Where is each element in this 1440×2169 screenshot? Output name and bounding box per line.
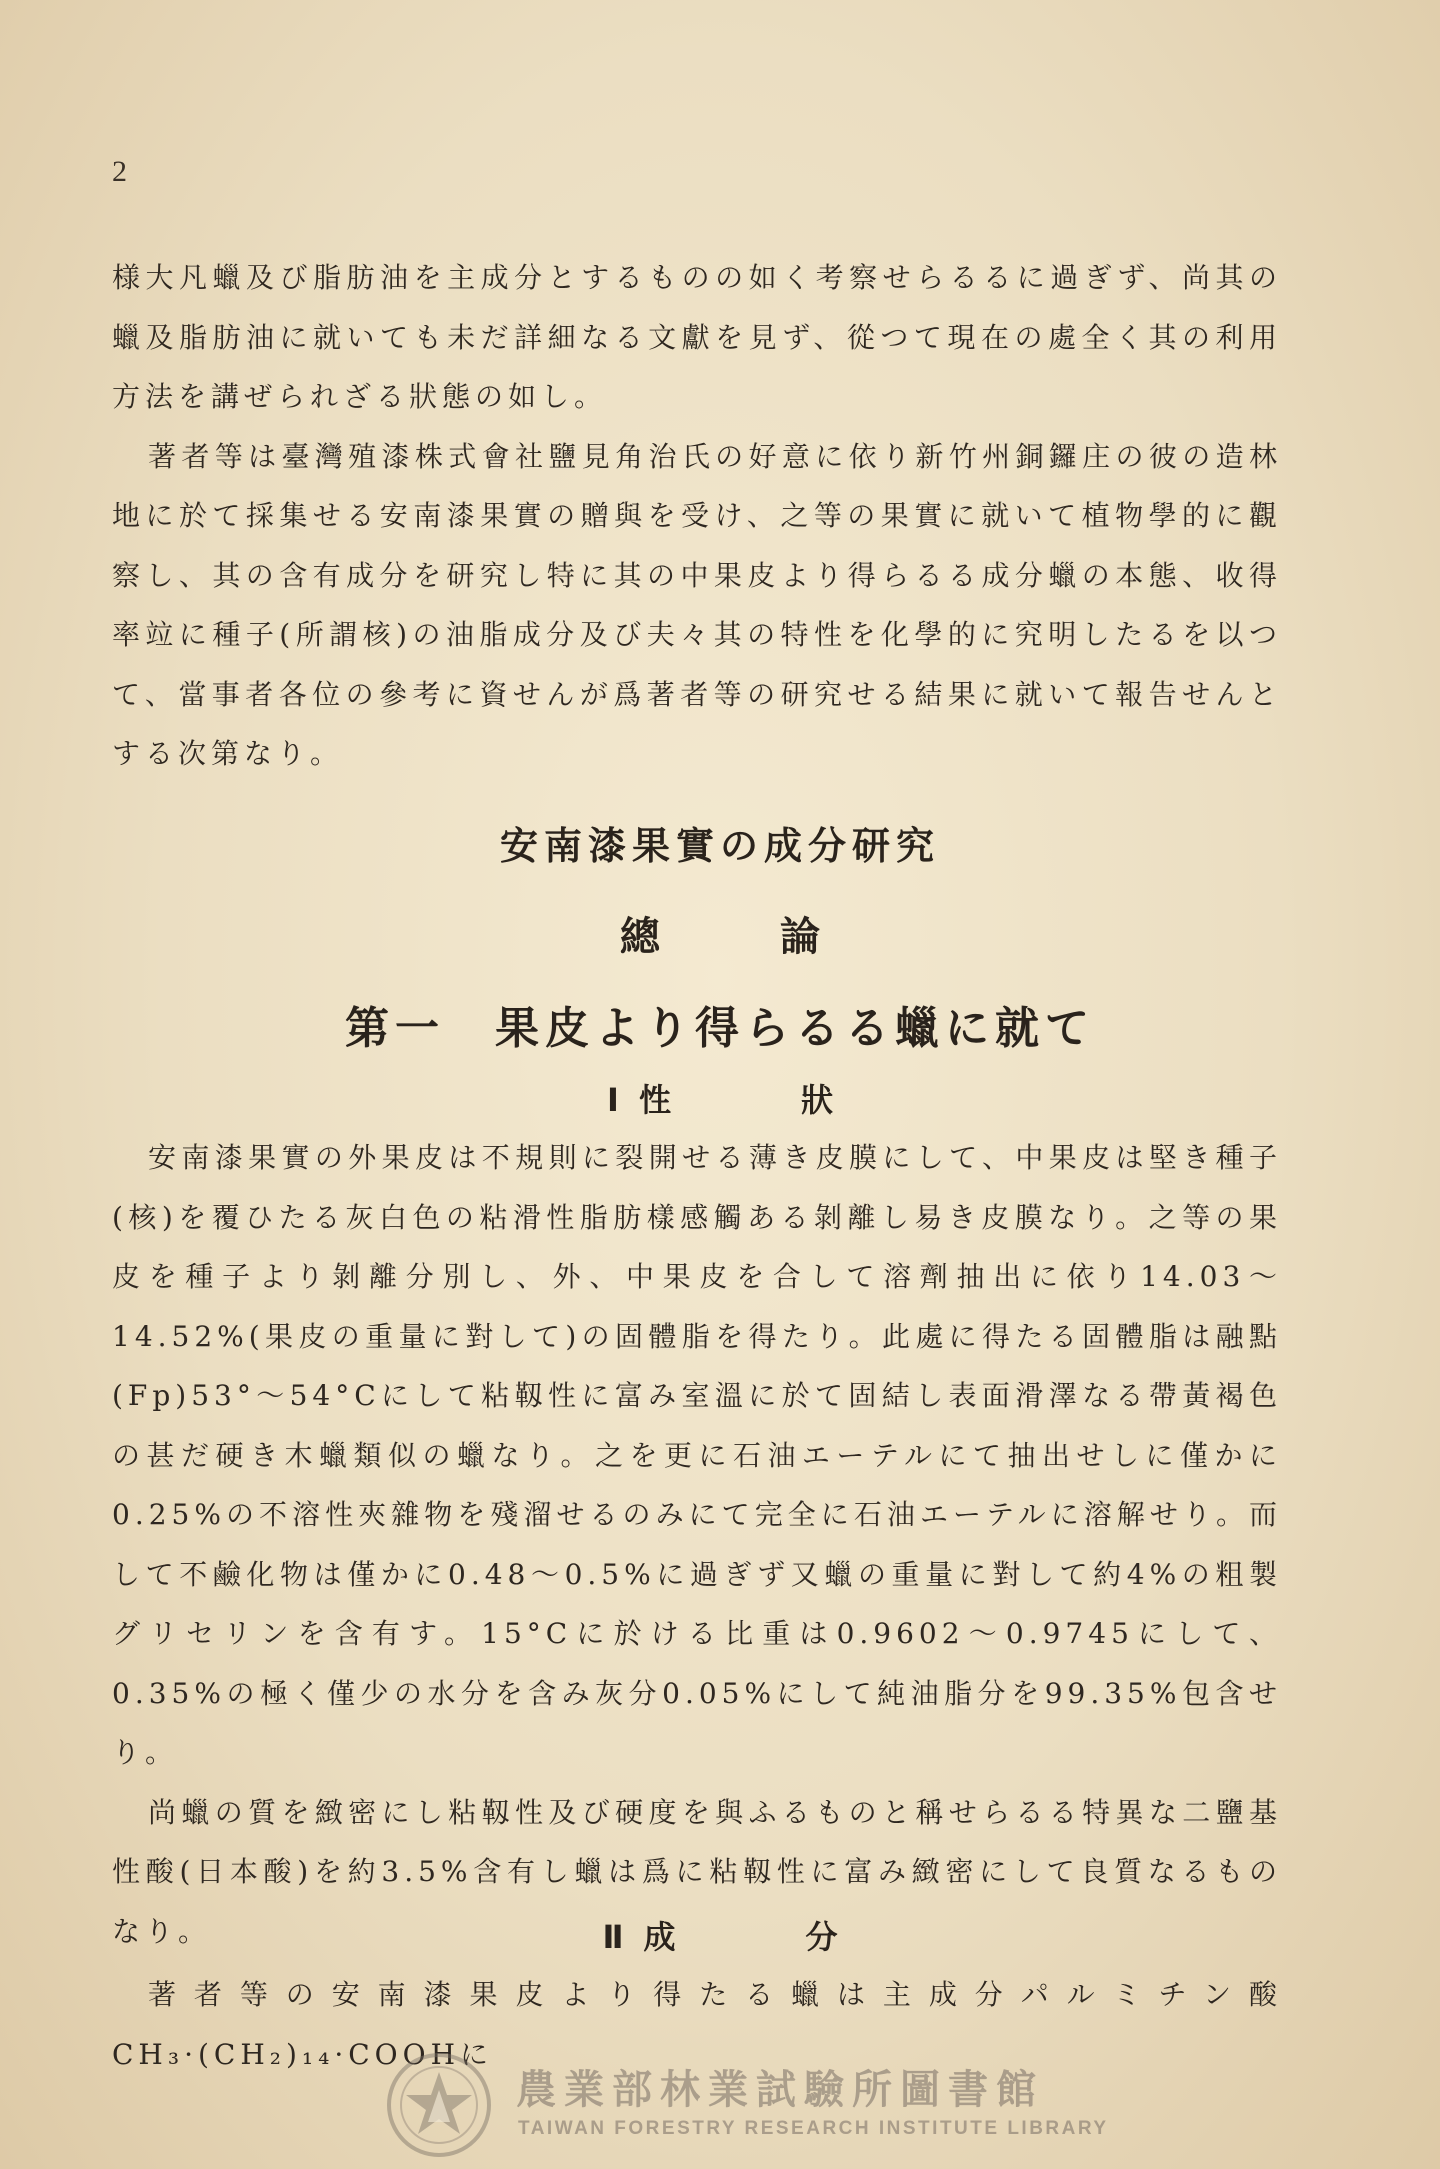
library-name-english: TAIWAN FORESTRY RESEARCH INSTITUTE LIBRARY: [518, 2118, 1109, 2139]
subsection-label: 性: [638, 1081, 671, 1119]
subsection-label: 分: [805, 1918, 838, 1956]
section1-text-block: [112, 1128, 1282, 1961]
paragraph: 安南漆果實の外果皮は不規則に裂開せる薄き皮膜にして、中果皮は堅き種子(核)を覆ひたる灰白色の粘滑性脂肪樣感觸ある剝離し易き皮膜なり。之等の果皮を種子より剝離分別し、外、中果皮を合して溶劑抽出に依り14.03～14.52%(果皮の重量に對して)の固體脂を得たり。此處に得たる固體脂は融點(Fp)53°～54°Cにして粘靱性に富み室溫に於て固結し表面滑澤なる帶黃褐色の甚だ硬き木蠟類似の蠟なり。之を更に石油エーテルにて抽出せしに僅かに0.25%の不溶性夾雜物を殘溜せるのみにて完全に石油エーテルに溶解せり。而して不鹼化物は僅かに0.48～0.5%に過ぎず又蠟の重量に對して約4%の粗製グリセリンを含有す。15°Cに於ける比重は0.9602～0.9745にして、0.35%の極く僅少の水分を含み灰分0.05%にして純油脂分を99.35%包含せり。: [112, 1141, 1282, 1769]
paragraph: 著者等の安南漆果皮より得たる蠟は主成分パルミチン酸CH₃·(CH₂)₁₄·COOHに: [112, 1978, 1282, 2071]
paragraph: 尚蠟の質を緻密にし粘靱性及び硬度を與ふるものと稱せらるる特異な二鹽基性酸(日本酸)を約3.5%含有し蠟は爲に粘靱性に富み緻密にして良質なるものなり。: [112, 1795, 1282, 1948]
forestry-institute-seal-icon: [384, 2050, 494, 2160]
page-number: 2: [112, 155, 127, 188]
subsection-heading-components: [0, 1912, 1440, 1958]
paragraph: 著者等は臺灣殖漆株式會社鹽見角治氏の好意に依り新竹州銅鑼庄の彼の造林地に於て採集せる安南漆果實の贈與を受け、之等の果實に就いて植物學的に觀察し、其の含有成分を研究し特に其の中果皮より得らるる成分蠟の本態、收得率竝に種子(所謂核)の油脂成分及び夫々其の特性を化學的に究明したるを以つて、當事者各位の參考に資せんが爲著者等の研究せる結果に就いて報告せんとする次第なり。: [112, 439, 1282, 770]
library-name-chinese: 農業部林業試驗所圖書館: [516, 2067, 1044, 2113]
chapter-heading: 第一 果皮より得らるる蠟に就て: [345, 1003, 1095, 1054]
subsection-label: 成: [643, 1918, 676, 1956]
section-heading-soron: [0, 905, 1440, 962]
subsection-number: Ⅰ: [607, 1081, 619, 1119]
subsection-label: 狀: [800, 1081, 833, 1119]
intro-text-block: [112, 248, 1282, 784]
paragraph: 様大凡蠟及び脂肪油を主成分とするものの如く考察せらるるに過ぎず、尚其の蠟及脂肪油に就いても未だ詳細なる文獻を見ず、從つて現在の處全く其の利用方法を講ぜられざる狀態の如し。: [112, 261, 1282, 413]
article-title: 安南漆果實の成分研究: [499, 824, 940, 868]
subsection-heading-properties: [0, 1075, 1440, 1121]
heading-char: 論: [780, 914, 820, 960]
subsection-number: Ⅱ: [602, 1918, 624, 1956]
heading-char: 總: [620, 914, 660, 960]
